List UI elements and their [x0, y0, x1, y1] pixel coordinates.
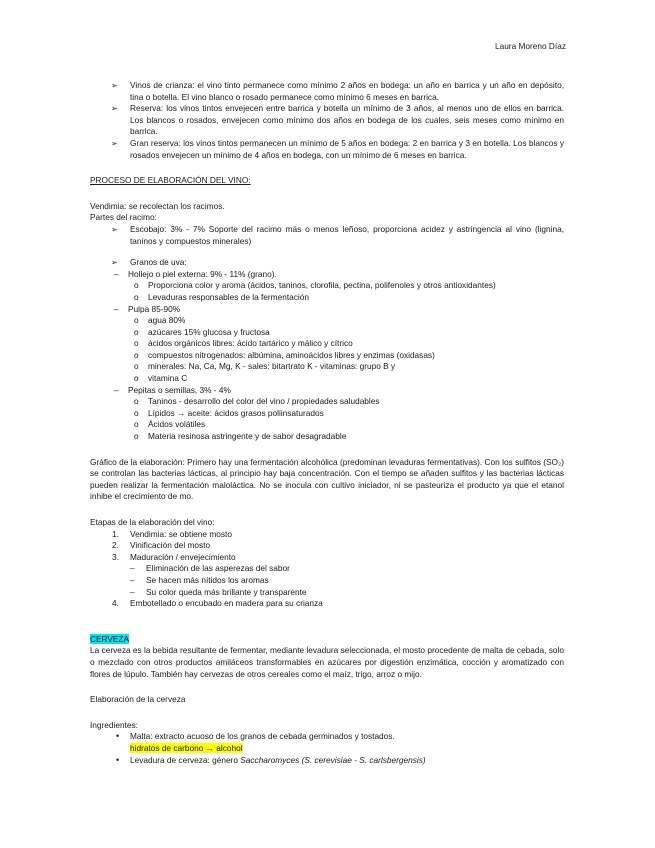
circle-bullet-icon: o: [134, 280, 139, 291]
arrow-bullet-icon: ➢: [111, 258, 118, 268]
arrow-bullet-icon: ➢: [111, 224, 118, 234]
circle-bullet-icon: o: [134, 431, 139, 442]
list-item: ➢ Escobajo: 3% - 7% Soporte del racimo más o menos leñoso, proporciona acidez y astringencia al vino (lignina, taninos y compuestos minerales): [111, 223, 564, 246]
list-item: 3. Maduración / envejecimiento: [112, 551, 236, 562]
header-author: Laura Moreno Díaz: [494, 41, 566, 51]
dash-bullet-icon: –: [114, 268, 119, 279]
list-item: 4. Embotellado o encubado en madera para su crianza: [112, 598, 323, 609]
list-item: – Eliminación de las asperezas del sabor: [130, 563, 290, 574]
list-number: 2.: [112, 540, 119, 551]
circle-bullet-icon: o: [134, 419, 139, 430]
section-heading-proceso: PROCESO DE ELABORACIÓN DEL VINO:: [90, 175, 251, 186]
list-item: – Pulpa 85-90%: [114, 303, 181, 314]
list-item: – Pepitas o semillas, 3% - 4%: [114, 384, 231, 395]
list-item: 1. Vendimia: se obtiene mosto: [112, 528, 232, 539]
list-item: o compuestos nitrogenados: albúmina, aminoácidos libres y enzimas (oxidasas): [134, 349, 435, 360]
list-item: o azúcares 15% glucosa y fructosa: [134, 326, 270, 337]
circle-bullet-icon: o: [134, 291, 139, 302]
list-number: 3.: [112, 551, 119, 562]
highlight-line: hidratos de carbono → alcohol: [130, 742, 243, 753]
dash-bullet-icon: –: [114, 384, 119, 395]
circle-bullet-icon: o: [134, 315, 139, 326]
list-number: 4.: [112, 598, 119, 609]
list-item: o Materia resinosa astringente y de sabor desagradable: [134, 431, 347, 442]
circle-bullet-icon: o: [134, 407, 139, 418]
dot-bullet-icon: •: [116, 731, 120, 742]
elaboracion-cerveza-label: Elaboración de la cerveza: [90, 694, 186, 705]
vendimia-text: Vendimia: se recolectan los racimos.: [90, 200, 225, 211]
list-item: o agua 80%: [134, 315, 186, 326]
list-item: ➢ Reserva: los vinos tintos envejecen entre barrica y botella un mínimo de 3 años, al menos uno de ellos en barrica. Los blancos o rosados, envejecen como mínimo dos años en bodega de los cuales, seis meses como mínimo en barrica.: [111, 103, 564, 137]
list-number: 1.: [112, 528, 119, 539]
circle-bullet-icon: o: [134, 396, 139, 407]
list-item: – Hollejo o piel externa: 9% - 11% (grano).: [114, 268, 277, 279]
list-item: o minerales: Na, Ca, Mg, K - sales: bitartrato K - vitaminas: grupo B y: [134, 361, 396, 372]
list-item: ➢ Gran reserva: los vinos tintos permanecen un mínimo de 5 años en bodega: 2 en barrica y 3 en botella. Los blancos y rosados envejecen un mínimo de 4 años en bodega, con un mínimo de 6 meses en barrica.: [111, 137, 564, 160]
list-item: 2. Vinificación del mosto: [112, 540, 211, 551]
dash-bullet-icon: –: [130, 563, 135, 574]
circle-bullet-icon: o: [134, 373, 139, 384]
circle-bullet-icon: o: [134, 326, 139, 337]
list-item: o ácidos orgánicos libres: ácido tartárico y málico y cítrico: [134, 338, 353, 349]
cerveza-intro: La cerveza es la bebida resultante de fermentar, mediante levadura seleccionada, el mosto procedente de malta de cebada, solo o mezclado con otros productos amiláceos transformables en azúcares por digestión enzimática, cocción y aromatizado con flores de lúpulo. También hay cervezas de otros cereales como el maíz, trigo, arroz o mijo.: [90, 645, 564, 679]
list-item: • Malta: extracto acuoso de los granos de cebada germinados y tostados.: [116, 731, 395, 742]
list-item: o Proporciona color y aroma (ácidos, taninos, clorofila, pectina, polifenoles y otros antioxidantes): [134, 280, 496, 291]
list-item: • Levadura de cerveza: género Saccharomyces (S. cerevisiae - S. carlsbergensis): [116, 754, 426, 765]
list-item: – Se hacen más nítidos los aromas: [130, 574, 269, 585]
partes-label: Partes del racimo:: [90, 212, 157, 223]
list-item: o Levaduras responsables de la fermentación: [134, 291, 309, 302]
list-item: ➢ Granos de uva:: [111, 257, 187, 268]
list-item: o Ácidos volátiles: [134, 419, 206, 430]
dash-bullet-icon: –: [130, 574, 135, 585]
arrow-bullet-icon: ➢: [111, 138, 118, 148]
dash-bullet-icon: –: [130, 586, 135, 597]
list-item: ➢ Vinos de crianza: el vino tinto permanece como mínimo 2 años en bodega: un año en barrica y un año en depósito, tina o botella. El vino blanco o rosado permanece como mínimo 6 meses en barrica.: [111, 80, 564, 102]
grafico-paragraph: Gráfico de la elaboración: Primero hay una fermentación alcohólica (predominan levaduras fermentativas). Con los sulfitos (SO₂) se controlan las bacterias lácticas, al principio hay baja concentración. Con el tiempo se añaden sulfitos y las bacterias lácticas pueden realizar la fermentación maloláctica. No se inocula con cultivo iniciador, ni se pasteuriza el producto ya que el etanol inhibe el crecimiento de mo.: [90, 456, 564, 502]
circle-bullet-icon: o: [134, 349, 139, 360]
arrow-bullet-icon: ➢: [111, 104, 118, 114]
ingredientes-label: Ingredientes:: [90, 719, 138, 730]
document-body: [90, 80, 564, 766]
arrow-bullet-icon: ➢: [111, 81, 118, 90]
etapas-label: Etapas de la elaboración del vino:: [90, 517, 215, 527]
list-item: o Taninos - desarrollo del color del vino / propiedades saludables: [134, 396, 380, 407]
list-item: – Su color queda más brillante y transparente: [130, 586, 307, 597]
list-item: o Lípidos → aceite: ácidos grasos poliinsaturados: [134, 407, 324, 418]
circle-bullet-icon: o: [134, 338, 139, 349]
section-heading-cerveza: CERVEZA: [90, 633, 130, 644]
dash-bullet-icon: –: [114, 303, 119, 314]
dot-bullet-icon: •: [116, 754, 120, 765]
circle-bullet-icon: o: [134, 361, 139, 372]
list-item: o vitamina C: [134, 373, 188, 384]
